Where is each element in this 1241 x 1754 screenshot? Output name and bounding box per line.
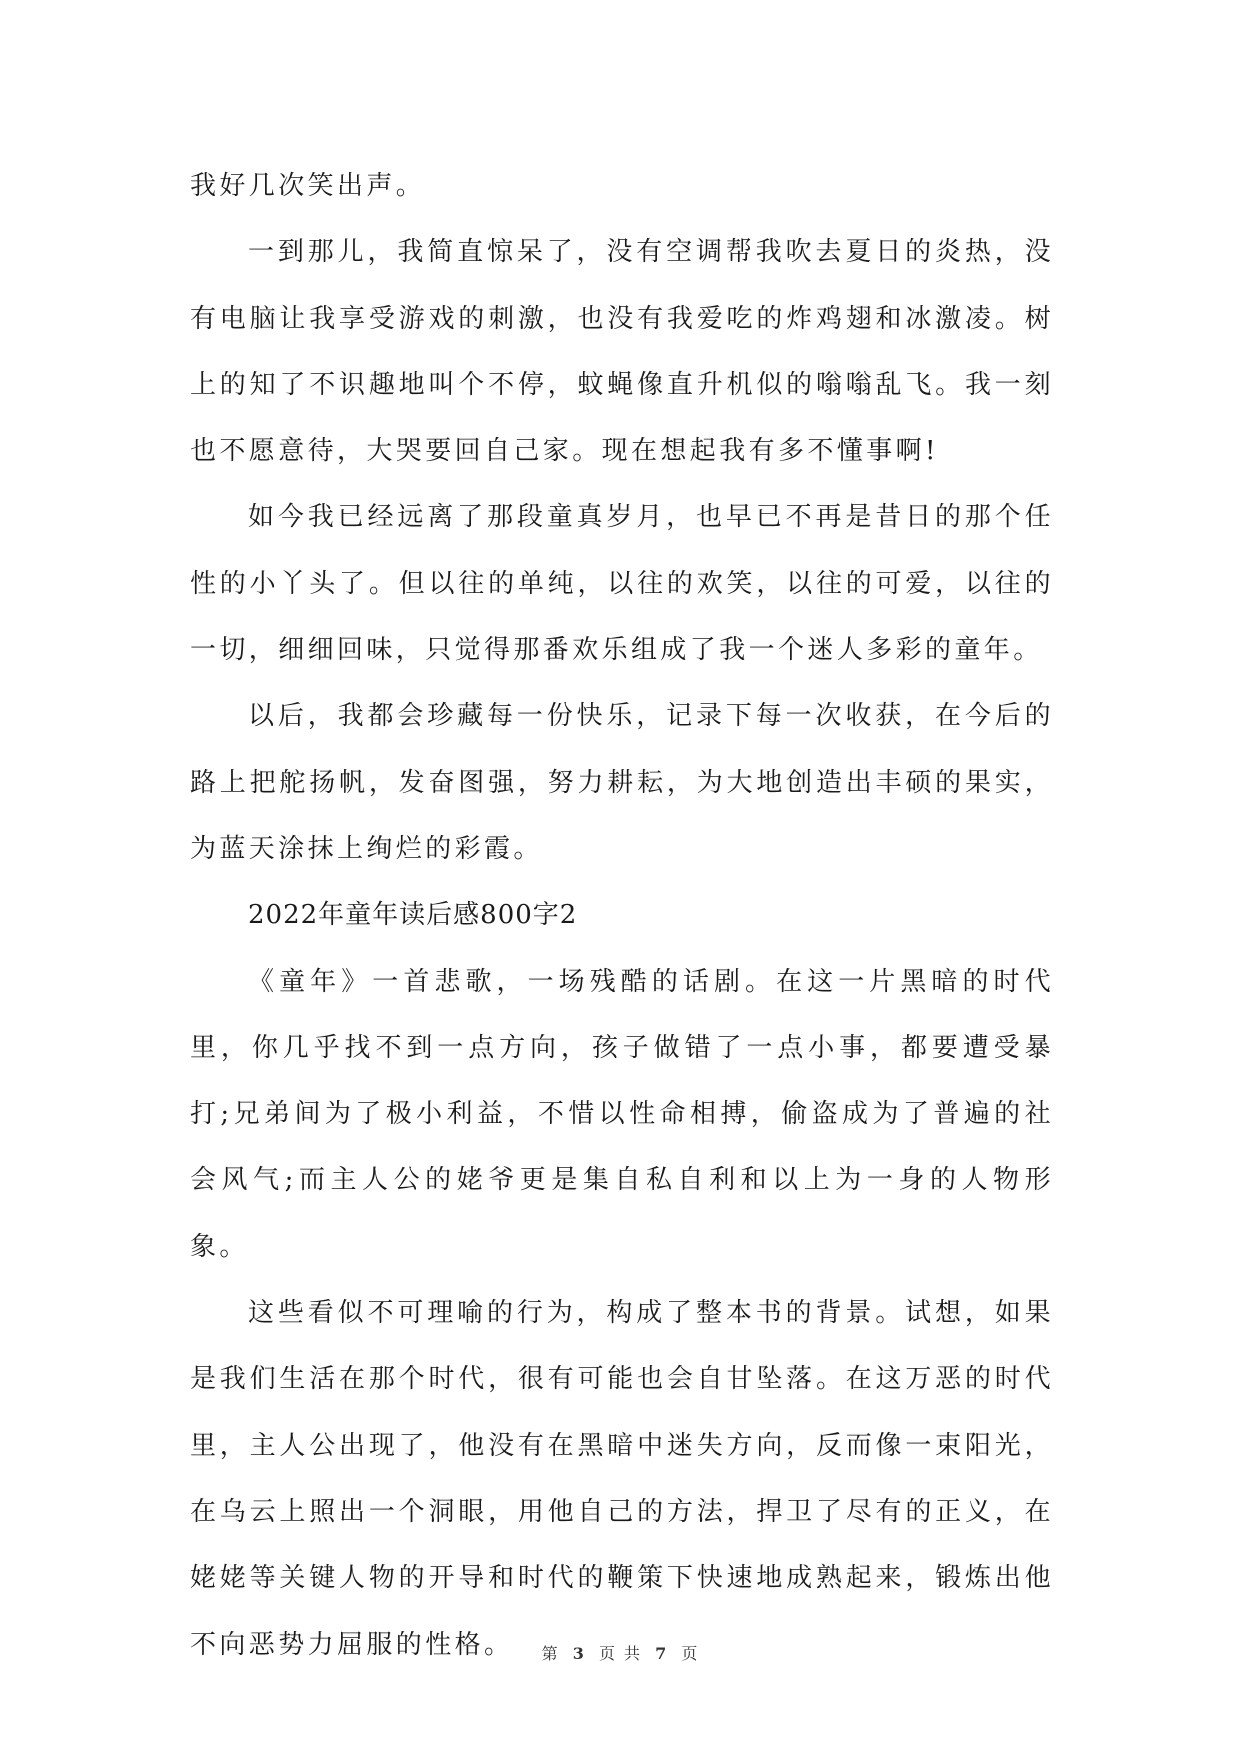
paragraph: 以后，我都会珍藏每一份快乐，记录下每一次收获，在今后的路上把舵扬帆，发奋图强，努力耕耘，为大地创造出丰硕的果实，为蓝天涂抹上绚烂的彩霞。: [190, 701, 1054, 864]
paragraph: 《童年》一首悲歌，一场残酷的话剧。在这一片黑暗的时代里，你几乎找不到一点方向，孩子做错了一点小事，都要遭受暴打;兄弟间为了极小利益，不惜以性命相搏，偷盗成为了普遍的社会风气;而主人公的姥爷更是集自私自利和以上为一身的人物形象。: [190, 966, 1054, 1262]
paragraph-continuation: 我好几次笑出声。: [190, 171, 426, 201]
footer-page-number: 3: [572, 1644, 586, 1663]
footer-suffix: 页: [681, 1644, 700, 1663]
page-footer: [0, 1644, 1241, 1664]
footer-middle: 页 共: [598, 1644, 643, 1663]
footer-prefix: 第: [541, 1644, 560, 1663]
footer-total-pages: 7: [655, 1644, 669, 1663]
paragraph: 这些看似不可理喻的行为，构成了整本书的背景。试想，如果是我们生活在那个时代，很有可能也会自甘坠落。在这万恶的时代里，主人公出现了，他没有在黑暗中迷失方向，反而像一束阳光，在乌云上照出一个洞眼，用他自己的方法，捍卫了尽有的正义，在姥姥等关键人物的开导和时代的鞭策下快速地成熟起来，锻炼出他不向恶势力屈服的性格。: [190, 1298, 1054, 1660]
paragraph: 一到那儿，我简直惊呆了，没有空调帮我吹去夏日的炎热，没有电脑让我享受游戏的刺激，也没有我爱吃的炸鸡翅和冰激凌。树上的知了不识趣地叫个不停，蚊蝇像直升机似的嗡嗡乱飞。我一刻也不愿意待，大哭要回自己家。现在想起我有多不懂事啊!: [190, 237, 1054, 467]
document-body: [190, 153, 1054, 1678]
section-title: 2022年童年读后感800字2: [248, 900, 578, 931]
paragraph: 如今我已经远离了那段童真岁月，也早已不再是昔日的那个任性的小丫头了。但以往的单纯，以往的欢笑，以往的可爱，以往的一切，细细回味，只觉得那番欢乐组成了我一个迷人多彩的童年。: [190, 502, 1054, 666]
